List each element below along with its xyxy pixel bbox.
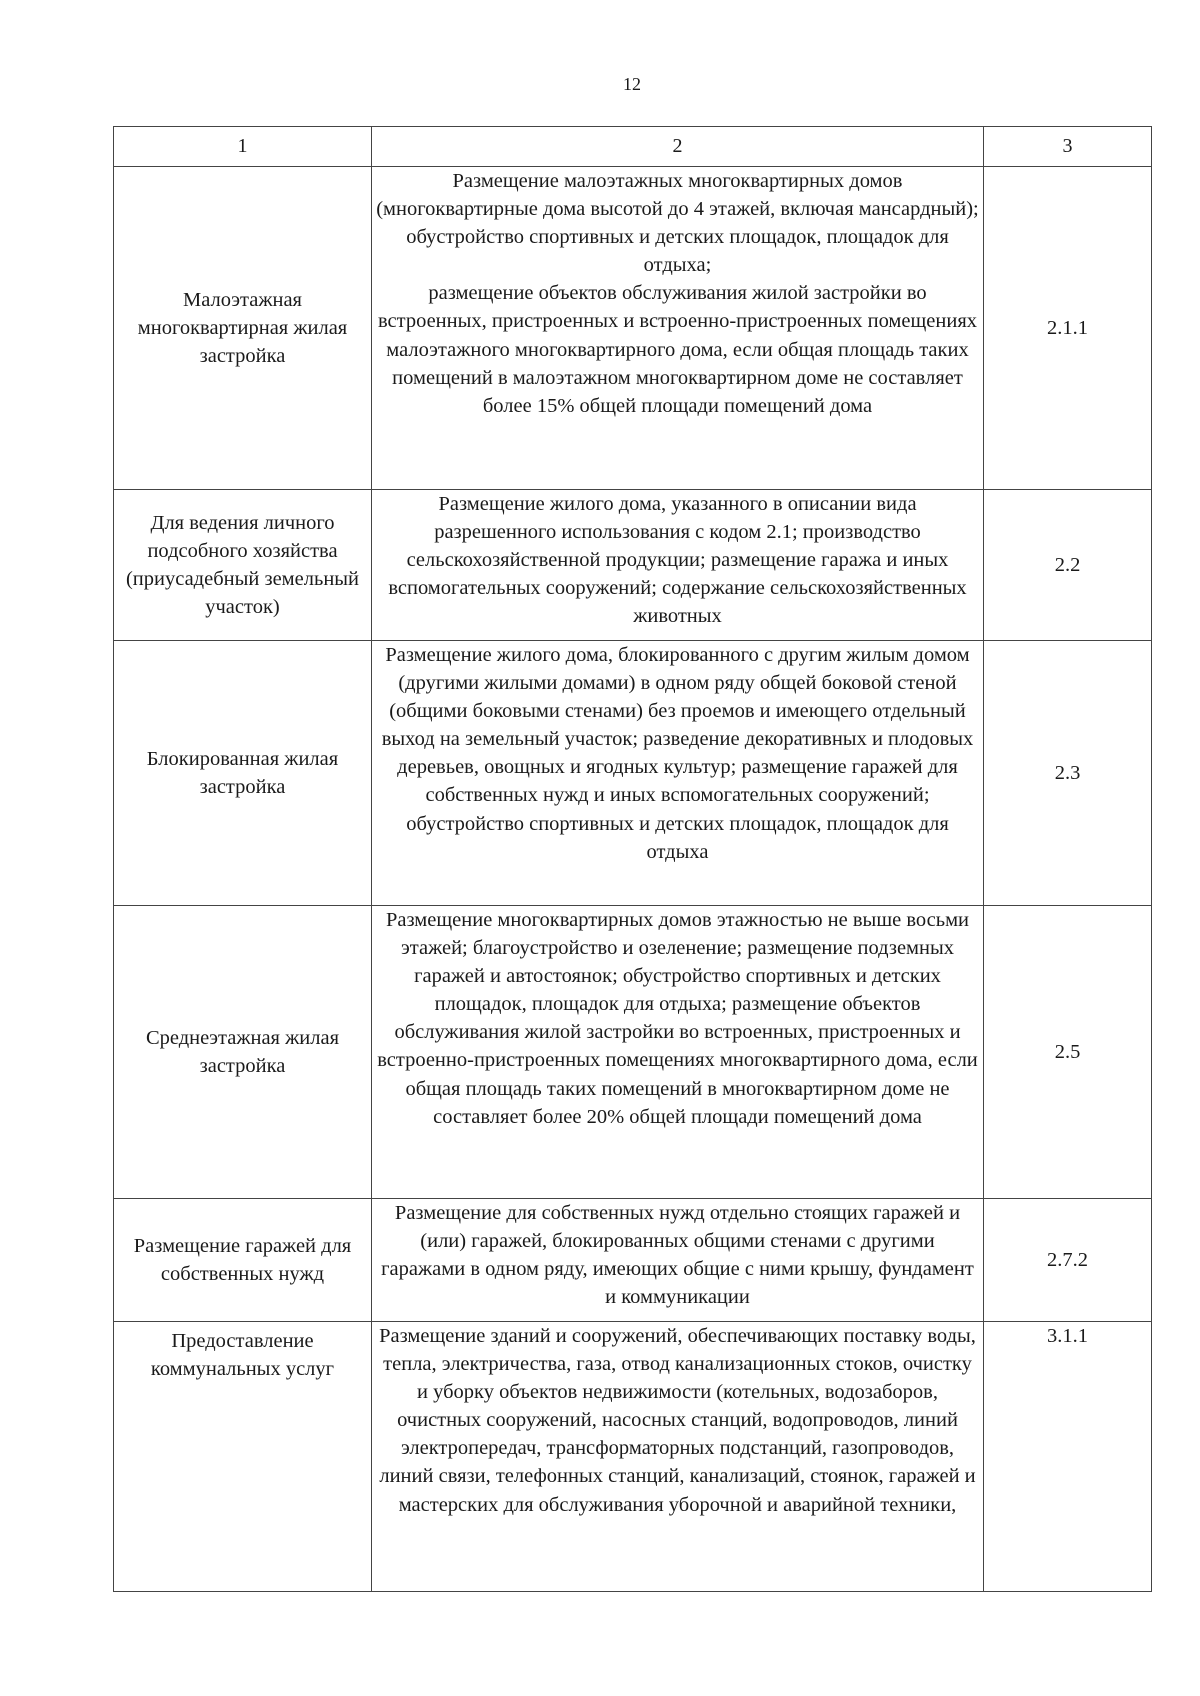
use-type-name: Для ведения личного подсобного хозяйства (приусадебный земельный участок) (114, 490, 372, 641)
use-type-name: Предоставление коммунальных услуг (114, 1322, 372, 1592)
use-type-code: 2.7.2 (984, 1199, 1152, 1322)
use-type-code: 2.1.1 (984, 167, 1152, 490)
table-row (114, 906, 1152, 1199)
header-col-2: 2 (372, 127, 984, 167)
page-number: 12 (623, 74, 641, 94)
table-row (114, 641, 1152, 906)
use-type-description: Размещение малоэтажных многоквартирных домов (многоквартирные дома высотой до 4 этажей, включая мансардный); обустройство спортивных и детских площадок, площадок для отдыха; размещение объектов обслуживания жилой застройки во встроенных, пристроенных и встроенно-пристроенных помещениях малоэтажного многоквартирного дома, если общая площадь таких помещений в малоэтажном многоквартирном доме не составляет более 15% общей площади помещений дома (372, 167, 984, 490)
use-type-name: Размещение гаражей для собственных нужд (114, 1199, 372, 1322)
use-type-code: 2.2 (984, 490, 1152, 641)
header-col-1: 1 (114, 127, 372, 167)
table-row (114, 1322, 1152, 1592)
use-type-description: Размещение для собственных нужд отдельно стоящих гаражей и (или) гаражей, блокированных общими стенами с другими гаражами в одном ряду, имеющих общие с ними крышу, фундамент и коммуникации (372, 1199, 984, 1322)
table-row (114, 490, 1152, 641)
use-type-description: Размещение жилого дома, блокированного с другим жилым домом (другими жилыми домами) в одном ряду общей боковой стеной (общими боковыми стенами) без проемов и имеющего отдельный выход на земельный участок; разведение декоративных и плодовых деревьев, овощных и ягодных культур; размещение гаражей для собственных нужд и иных вспомогательных сооружений; обустройство спортивных и детских площадок, площадок для отдыха (372, 641, 984, 906)
use-type-description: Размещение многоквартирных домов этажностью не выше восьми этажей; благоустройство и озеленение; размещение подземных гаражей и автостоянок; обустройство спортивных и детских площадок, площадок для отдыха; размещение объектов обслуживания жилой застройки во встроенных, пристроенных и встроенно-пристроенных помещениях многоквартирного дома, если общая площадь таких помещений в многоквартирном доме не составляет более 20% общей площади помещений дома (372, 906, 984, 1199)
use-type-name: Малоэтажная многоквартирная жилая застройка (114, 167, 372, 490)
use-type-name: Блокированная жилая застройка (114, 641, 372, 906)
use-type-code: 2.3 (984, 641, 1152, 906)
header-col-3: 3 (984, 127, 1152, 167)
table-row (114, 1199, 1152, 1322)
use-type-code: 2.5 (984, 906, 1152, 1199)
use-type-name: Среднеэтажная жилая застройка (114, 906, 372, 1199)
land-use-table (113, 126, 1152, 1592)
use-type-description: Размещение жилого дома, указанного в описании вида разрешенного использования с кодом 2.1; производство сельскохозяйственной продукции; размещение гаража и иных вспомогательных сооружений; содержание сельскохозяйственных животных (372, 490, 984, 641)
use-type-description: Размещение зданий и сооружений, обеспечивающих поставку воды, тепла, электричества, газа, отвод канализационных стоков, очистку и уборку объектов недвижимости (котельных, водозаборов, очистных сооружений, насосных станций, водопроводов, линий электропередач, трансформаторных подстанций, газопроводов, линий связи, телефонных станций, канализаций, стоянок, гаражей и мастерских для обслуживания уборочной и аварийной техники, (372, 1322, 984, 1592)
table-header-row (114, 127, 1152, 167)
use-type-code: 3.1.1 (984, 1322, 1152, 1592)
table-row (114, 167, 1152, 490)
